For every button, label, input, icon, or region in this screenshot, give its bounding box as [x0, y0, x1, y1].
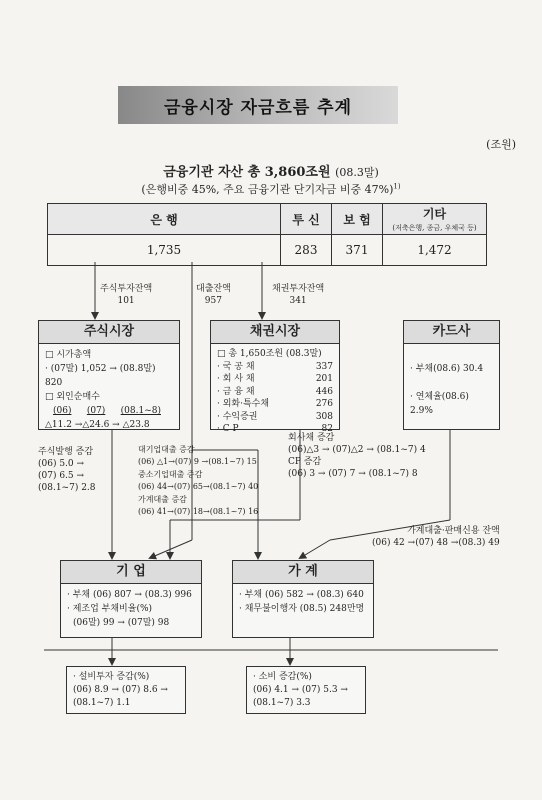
header-insurance: 보 험 — [332, 204, 383, 235]
stock-market-title: 주식시장 — [39, 321, 179, 344]
page-title: 금융시장 자금흐름 추계 — [118, 86, 398, 124]
flow-loan: 대출잔액 957 — [196, 284, 231, 306]
value-insurance: 371 — [332, 235, 383, 266]
bond-market-title: 채권시장 — [211, 321, 339, 344]
foreign-net-label: □ 외인순매수 — [45, 392, 100, 402]
headline: 금융기관 자산 총 3,860조원 (08.3말) — [163, 165, 379, 180]
unit-label: (조원) — [486, 138, 516, 151]
card-title: 카드사 — [404, 321, 499, 344]
bond-total: □ 총 1,650조원 (08.3말) — [217, 349, 322, 359]
card-box — [403, 320, 500, 430]
foreign-net-values: △11.2 →△24.6 → △23.8 — [45, 420, 150, 430]
value-bank: 1,735 — [48, 235, 281, 266]
bond-market-box — [210, 320, 340, 434]
bond-item: · 회 사 채 201 — [217, 374, 333, 384]
firm-debt: · 부채 (06) 807 → (08.3) 996 — [67, 590, 192, 600]
card-debt: · 부채(08.6) 30.4 — [410, 364, 484, 374]
header-etc: 기타 (저축은행, 종금, 우체국 등) — [383, 204, 487, 235]
firm-title: 기 업 — [61, 561, 201, 584]
household-credit-note: 가계대출·판매신용 잔액 (06) 42 →(07) 48 →(08.3) 49 — [372, 526, 500, 548]
firm-ratio: (06말) 99 → (07말) 98 — [73, 618, 170, 628]
household-title: 가 계 — [233, 561, 373, 584]
firm-box — [60, 560, 202, 638]
stock-issue-note: 주식발행 증감 (06) 5.0 → (07) 6.5 → (08.1~7) 2.8 — [38, 447, 96, 493]
consumption-box: · 소비 증감(%) (06) 4.1 → (07) 5.3 → (08.1~7) 3.3 — [246, 666, 366, 714]
bond-item: · 수익증권 308 — [217, 411, 333, 422]
bond-item: · 국 공 채 337 — [217, 361, 333, 372]
household-box — [232, 560, 374, 638]
value-trust: 283 — [281, 235, 332, 266]
foreign-net-cols: (06) (07) (08.1~8) — [53, 406, 161, 416]
firm-ratio-label: · 제조업 부채비율(%) — [67, 604, 153, 614]
corp-bond-note: 회사채 증감 (06)△3 → (07)△2 → (08.1~7) 4 CP 증감 (06) 3 → (07) 7 → (08.1~7) 8 — [288, 433, 426, 479]
institution-table — [47, 203, 487, 266]
value-etc: 1,472 — [383, 235, 487, 266]
household-debt: · 부채 (06) 582 → (08.3) 640 — [239, 590, 364, 600]
bond-item: · C P 82 — [217, 424, 333, 434]
household-defaulters: · 채무불이행자 (08.5) 248만명 — [239, 604, 365, 614]
capex-box: · 설비투자 증감(%) (06) 8.9 → (07) 8.6 → (08.1~7) 1.1 — [66, 666, 186, 714]
card-delinquency: · 연체율(08.6) 2.9% — [410, 392, 469, 416]
headline-sub: (은행비중 45%, 주요 금융기관 단기자금 비중 47%)$^{1)}$ — [141, 182, 401, 196]
market-cap-value: · (07말) 1,052 → (08.8말) 820 — [45, 364, 156, 388]
header-trust: 투 신 — [281, 204, 332, 235]
flow-bond-invest: 채권투자잔액 341 — [272, 284, 325, 306]
flow-stock-invest: 주식투자잔액 101 — [100, 284, 153, 306]
bond-item: · 금 융 채 446 — [217, 386, 333, 397]
loan-detail-note: 대기업대출 증감 (06) △1→(07) 9 →(08.1~7) 15 중소기업대출 증감 (06) 44→(07) 65→(08.1~7) 40 가계대출 증감 (06) 41→(07) 18→(08.1~7) 16 — [138, 445, 259, 516]
header-bank: 은 행 — [48, 204, 281, 235]
market-cap-label: □ 시가총액 — [45, 350, 92, 360]
stock-market-box — [38, 320, 180, 430]
bond-item: · 외화·특수채 276 — [217, 399, 333, 409]
